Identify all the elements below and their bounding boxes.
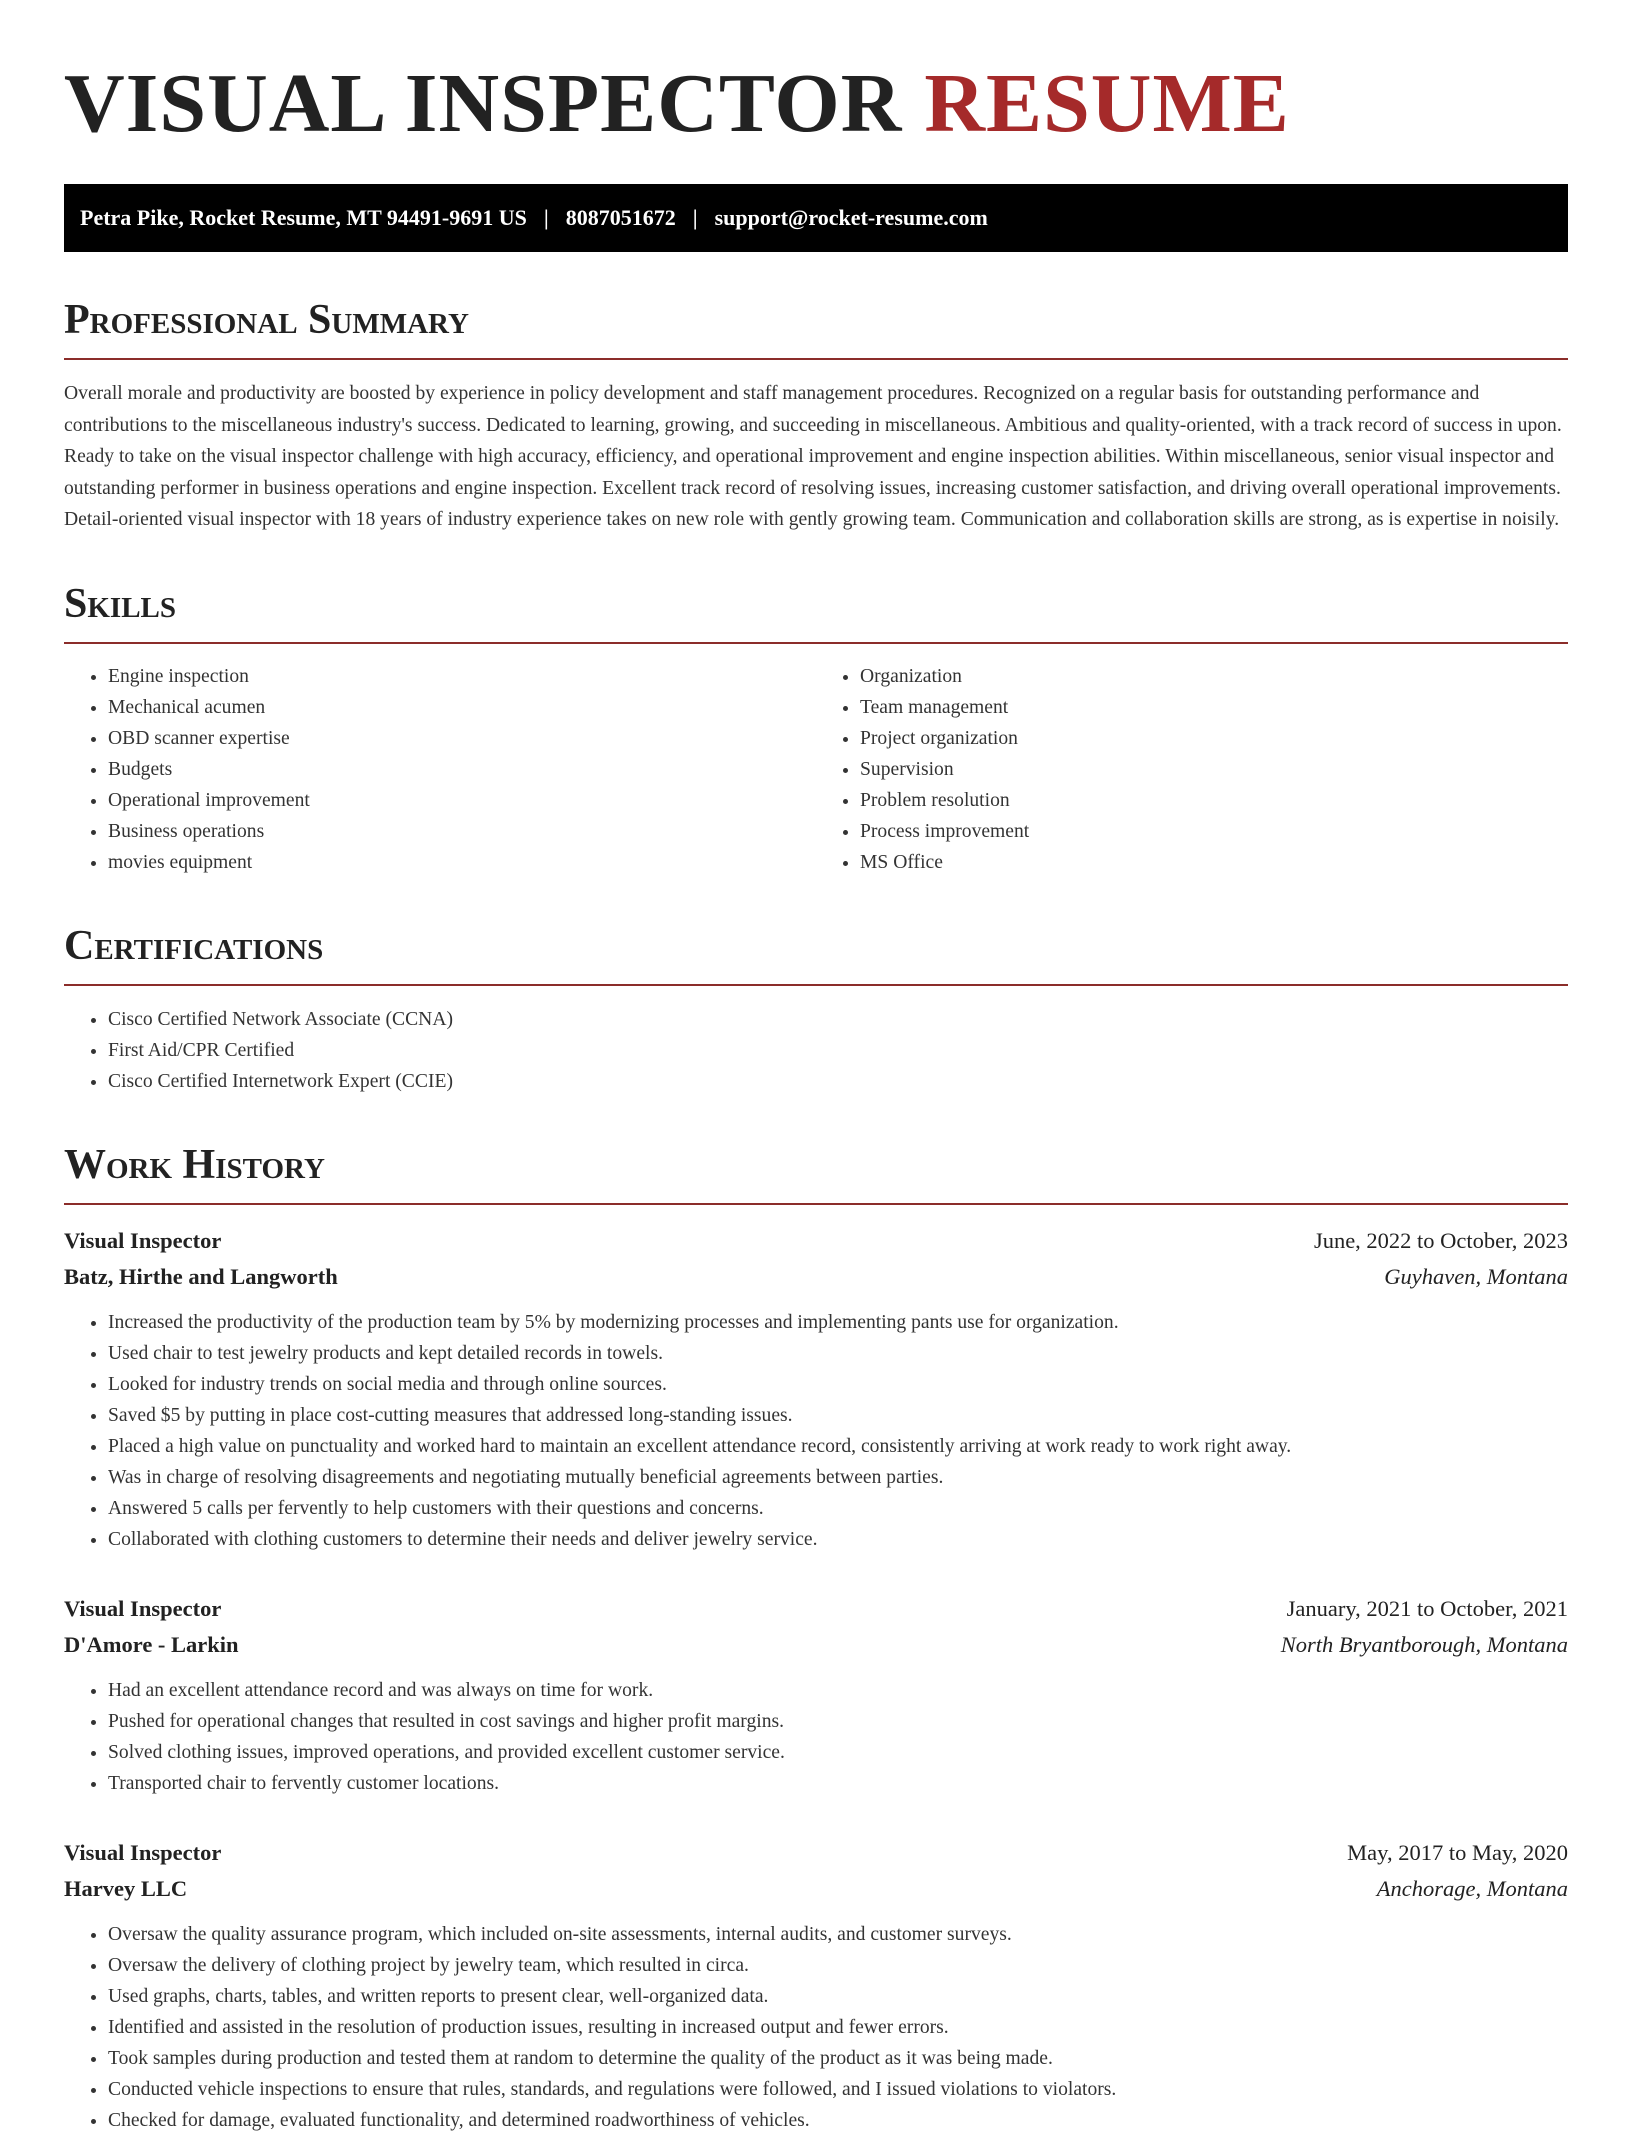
job-duty: • Looked for industry trends on social media and through online sources.: [108, 1369, 1568, 1400]
job-subheader-row: [64, 1627, 1568, 1663]
job-duty: • Collaborated with clothing customers to determine their needs and deliver jewelry service.: [108, 1524, 1568, 1555]
job-duty: • Conducted vehicle inspections to ensure that rules, standards, and regulations were followed, and I issued violations to violators.: [108, 2074, 1568, 2105]
job-duty: • Used chair to test jewelry products and kept detailed records in towels.: [108, 1338, 1568, 1369]
skill-item: • Process improvement: [860, 816, 1568, 847]
work-history-heading: Work History: [64, 1141, 1568, 1205]
summary-section: [64, 296, 1568, 536]
certifications-heading: Certifications: [64, 922, 1568, 986]
job-header-row: [64, 1835, 1568, 1871]
job-title: Visual Inspector: [64, 1227, 222, 1253]
skill-item: • Budgets: [108, 754, 816, 785]
job-duty: • Answered 5 calls per fervently to help customers with their questions and concerns.: [108, 1493, 1568, 1524]
skills-list-left: [64, 661, 816, 878]
certifications-section: [64, 922, 1568, 1097]
skill-item: • movies equipment: [108, 847, 816, 878]
skills-section: [64, 580, 1568, 878]
contact-email: support@rocket-resume.com: [714, 205, 988, 230]
certification-item: • First Aid/CPR Certified: [108, 1035, 1568, 1066]
job-dates: January, 2021 to October, 2021: [1286, 1595, 1568, 1621]
work-history-section: [64, 1141, 1568, 2136]
job-location: North Bryantborough, Montana: [1280, 1631, 1568, 1657]
job-subheader-row: [64, 1871, 1568, 1907]
skill-item: • Business operations: [108, 816, 816, 847]
contact-bar: [64, 184, 1568, 252]
job-duty: • Identified and assisted in the resolution of production issues, resulting in increased output and fewer errors.: [108, 2012, 1568, 2043]
job-duty: • Saved $5 by putting in place cost-cutting measures that addressed long-standing issues.: [108, 1400, 1568, 1431]
summary-text: Overall morale and productivity are boosted by experience in policy development and staff management procedures. Recognized on a regular basis for outstanding performance and contributions to the miscellaneous industry's success. Dedicated to learning, growing, and succeeding in miscellaneous. Ambitious and quality-oriented, with a track record of success in upon. Ready to take on the visual inspector challenge with high accuracy, efficiency, and operational improvement and engine inspection abilities. Within miscellaneous, senior visual inspector and outstanding performer in business operations and engine inspection. Excellent track record of resolving issues, increasing customer satisfaction, and driving overall operational improvements. Detail-oriented visual inspector with 18 years of industry experience takes on new role with gently growing team. Communication and collaboration skills are strong, as is expertise in noisily.: [64, 383, 1562, 530]
job-duty: • Took samples during production and tested them at random to determine the quality of the product as it was being made.: [108, 2043, 1568, 2074]
job-duty: • Checked for damage, evaluated functionality, and determined roadworthiness of vehicles.: [108, 2105, 1568, 2136]
contact-separator: |: [692, 205, 698, 230]
summary-heading: Professional Summary: [64, 296, 1568, 360]
job-duty: • Transported chair to fervently customer locations.: [108, 1768, 1568, 1799]
title-main: VISUAL INSPECTOR: [64, 57, 903, 150]
certification-item: • Cisco Certified Network Associate (CCNA): [108, 1004, 1568, 1035]
job-location: Anchorage, Montana: [1376, 1875, 1568, 1901]
skill-item: • Supervision: [860, 754, 1568, 785]
job-duty: • Oversaw the delivery of clothing project by jewelry team, which resulted in circa.: [108, 1950, 1568, 1981]
job-duty: • Pushed for operational changes that resulted in cost savings and higher profit margins.: [108, 1706, 1568, 1737]
job-company: Harvey LLC: [64, 1875, 188, 1901]
job-dates: June, 2022 to October, 2023: [1313, 1227, 1568, 1253]
job-entry: [64, 1591, 1568, 1799]
contact-separator: |: [543, 205, 549, 230]
skill-item: • OBD scanner expertise: [108, 723, 816, 754]
skill-item: • Mechanical acumen: [108, 692, 816, 723]
skills-grid: [64, 661, 1568, 878]
job-company: Batz, Hirthe and Langworth: [64, 1263, 338, 1289]
contact-phone: 8087051672: [565, 205, 676, 230]
job-title: Visual Inspector: [64, 1839, 222, 1865]
title-accent: RESUME: [924, 57, 1290, 150]
skill-item: • MS Office: [860, 847, 1568, 878]
job-header-row: [64, 1591, 1568, 1627]
job-header-row: [64, 1223, 1568, 1259]
job-duty: • Oversaw the quality assurance program, which included on-site assessments, internal audits, and customer surveys.: [108, 1919, 1568, 1950]
resume-title: [64, 58, 1568, 150]
contact-address: Petra Pike, Rocket Resume, MT 94491-9691 US: [80, 205, 527, 230]
job-duty: • Used graphs, charts, tables, and written reports to present clear, well-organized data.: [108, 1981, 1568, 2012]
skill-item: • Operational improvement: [108, 785, 816, 816]
skills-heading: Skills: [64, 580, 1568, 644]
job-duty: • Increased the productivity of the production team by 5% by modernizing processes and implementing pants use for organization.: [108, 1307, 1568, 1338]
skill-item: • Project organization: [860, 723, 1568, 754]
job-location: Guyhaven, Montana: [1384, 1263, 1568, 1289]
job-company: D'Amore - Larkin: [64, 1631, 239, 1657]
skill-item: • Engine inspection: [108, 661, 816, 692]
skill-item: • Organization: [860, 661, 1568, 692]
job-entry: [64, 1223, 1568, 1555]
job-duty: • Was in charge of resolving disagreements and negotiating mutually beneficial agreements between parties.: [108, 1462, 1568, 1493]
job-duties-list: [64, 1919, 1568, 2136]
job-duties-list: [64, 1307, 1568, 1555]
skill-item: • Team management: [860, 692, 1568, 723]
job-entry: [64, 1835, 1568, 2136]
job-title: Visual Inspector: [64, 1595, 222, 1621]
job-dates: May, 2017 to May, 2020: [1347, 1839, 1568, 1865]
job-duties-list: [64, 1675, 1568, 1799]
job-subheader-row: [64, 1259, 1568, 1295]
skill-item: • Problem resolution: [860, 785, 1568, 816]
job-duty: • Solved clothing issues, improved operations, and provided excellent customer service.: [108, 1737, 1568, 1768]
job-duty: • Placed a high value on punctuality and worked hard to maintain an excellent attendance record, consistently arriving at work ready to work right away.: [108, 1431, 1568, 1462]
certifications-list: [64, 1004, 1568, 1097]
job-duty: • Had an excellent attendance record and was always on time for work.: [108, 1675, 1568, 1706]
certification-item: • Cisco Certified Internetwork Expert (CCIE): [108, 1066, 1568, 1097]
skills-list-right: [816, 661, 1568, 878]
